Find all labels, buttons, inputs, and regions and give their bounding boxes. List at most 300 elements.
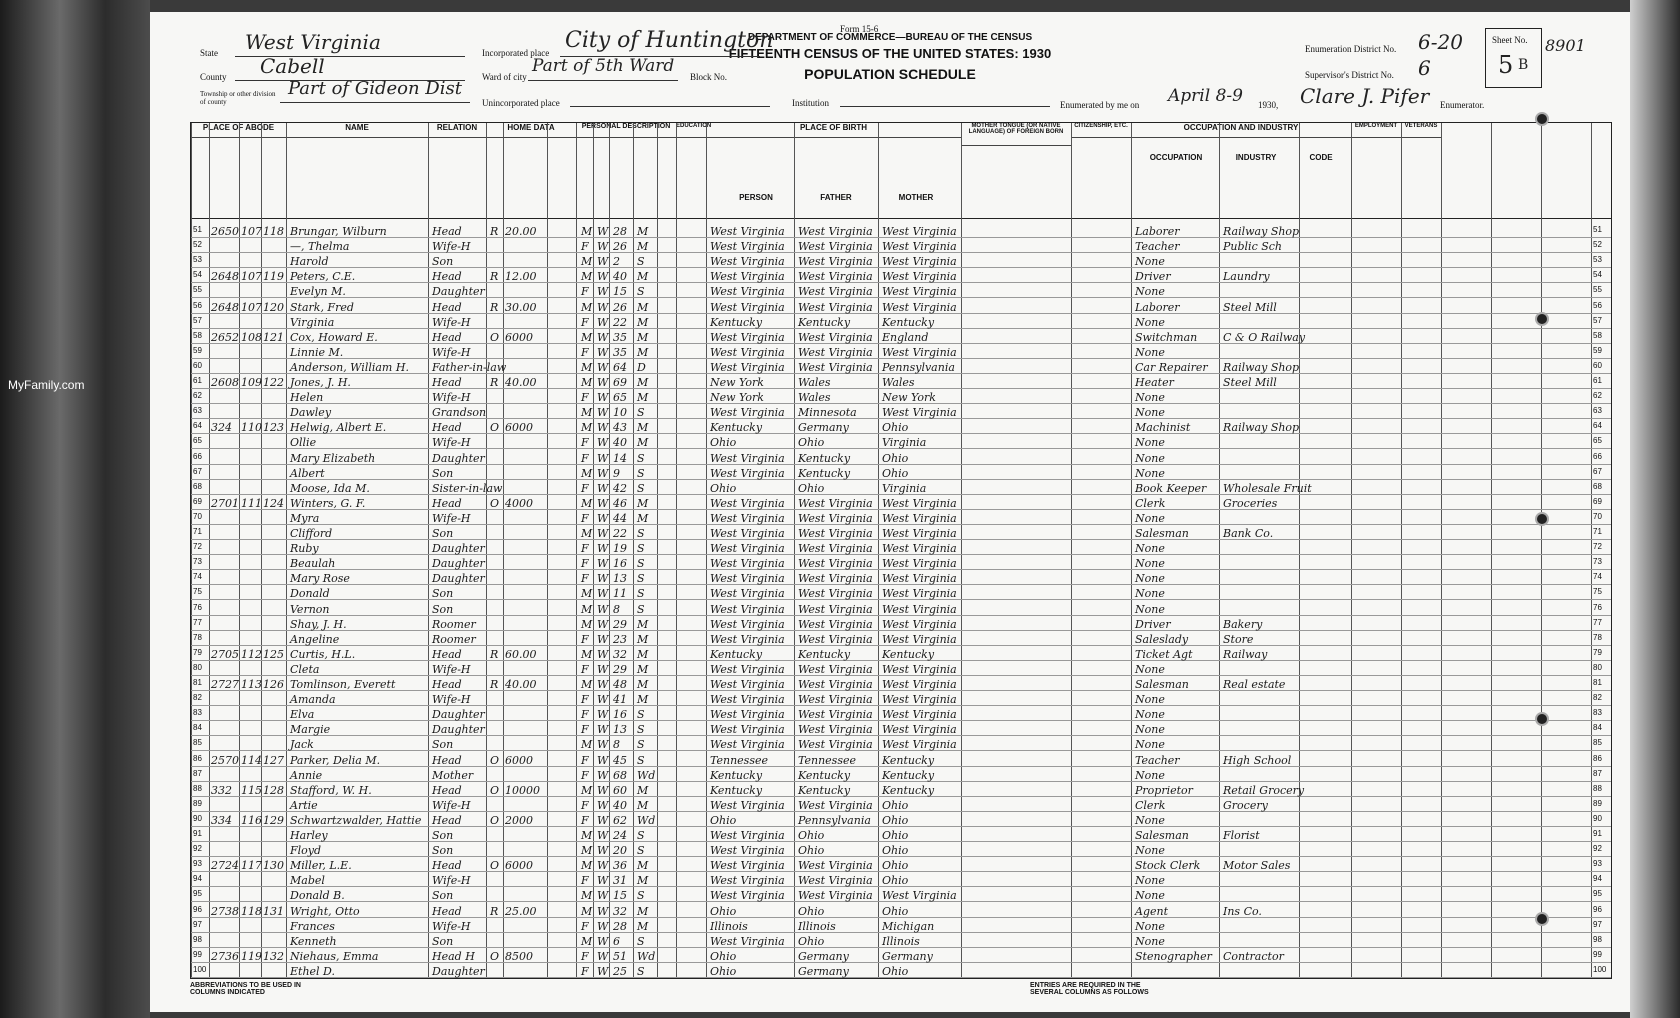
- race: W: [597, 511, 609, 525]
- sex: M: [581, 602, 593, 616]
- industry: [1223, 935, 1301, 949]
- race: W: [597, 421, 609, 435]
- marital: M: [637, 511, 649, 525]
- relation: Grandson: [432, 406, 487, 420]
- birthplace-father: West Virginia: [798, 678, 873, 691]
- person-name: Curtis, H.L.: [290, 647, 356, 661]
- occupation: None: [1135, 542, 1165, 556]
- rnum-r: 52: [1593, 240, 1602, 250]
- relation: Daughter: [432, 723, 485, 737]
- occupation: None: [1135, 738, 1165, 752]
- birthplace-father: Tennessee: [798, 753, 856, 767]
- home-value: [505, 361, 549, 375]
- schedule-title: POPULATION SCHEDULE: [804, 66, 976, 82]
- table-row: [191, 268, 1611, 283]
- dwelling: [241, 587, 263, 601]
- birthplace-mother: Kentucky: [882, 753, 935, 767]
- home-owned: [490, 255, 504, 269]
- supervisor-value: 6: [1418, 56, 1431, 80]
- rnum-l: 62: [193, 391, 202, 401]
- archive-stamp: 8901: [1545, 36, 1586, 55]
- rnum-l: 58: [193, 330, 202, 340]
- house-number: 2570: [211, 753, 239, 767]
- birthplace-mother: Kentucky: [882, 647, 935, 661]
- person-name: Harley: [290, 829, 328, 842]
- birthplace-father: West Virginia: [798, 693, 873, 707]
- birthplace-father: West Virginia: [798, 662, 873, 676]
- relation: Head: [432, 330, 462, 344]
- marital: S: [637, 406, 645, 420]
- institution-label: Institution: [792, 98, 830, 108]
- house-number: [211, 829, 239, 843]
- rnum-l: 90: [193, 813, 202, 823]
- sex: F: [581, 693, 589, 707]
- table-row: [191, 299, 1611, 314]
- birthplace-person: West Virginia: [710, 406, 785, 420]
- person-name: Mary Elizabeth: [290, 451, 376, 465]
- home-value: [505, 512, 549, 526]
- race: W: [597, 723, 609, 737]
- birthplace-mother: Ohio: [882, 904, 909, 918]
- occupation: None: [1135, 919, 1165, 933]
- dwelling: [241, 935, 263, 949]
- occupation: None: [1135, 844, 1165, 858]
- dwelling: [241, 693, 263, 707]
- house-number: [211, 467, 239, 481]
- birthplace-mother: West Virginia: [882, 889, 957, 903]
- table-row: [191, 601, 1611, 616]
- marital: M: [637, 859, 649, 873]
- sex: F: [581, 572, 589, 586]
- home-owned: [490, 587, 504, 601]
- age: 65: [613, 391, 627, 405]
- race: W: [597, 436, 609, 450]
- marital: M: [637, 345, 649, 359]
- relation: Head: [432, 813, 462, 827]
- dwelling: [241, 346, 263, 360]
- home-value: [505, 633, 549, 647]
- home-value: [505, 285, 549, 299]
- birthplace-mother: West Virginia: [882, 345, 957, 359]
- relation: Wife-H: [432, 240, 471, 254]
- table-row: [191, 736, 1611, 751]
- home-owned: R: [490, 647, 499, 661]
- age: 24: [613, 829, 627, 842]
- rnum-l: 98: [193, 934, 202, 944]
- enumerated-label: Enumerated by me on: [1060, 100, 1140, 110]
- occupation: None: [1135, 406, 1165, 420]
- rnum-l: 96: [193, 904, 202, 914]
- house-number: 2648: [211, 300, 239, 314]
- rnum-r: 77: [1593, 617, 1602, 627]
- race: W: [597, 934, 609, 948]
- dwelling: [241, 603, 263, 617]
- table-row: [191, 948, 1611, 963]
- sex: F: [581, 451, 589, 465]
- race: W: [597, 376, 609, 389]
- age: 62: [613, 813, 627, 827]
- age: 15: [613, 285, 627, 299]
- home-owned: O: [490, 496, 500, 510]
- house-number: [211, 874, 239, 888]
- birthplace-person: Kentucky: [710, 647, 763, 661]
- home-owned: R: [490, 300, 499, 314]
- sheet-value: 5: [1498, 51, 1514, 79]
- dwelling: [241, 316, 263, 330]
- rnum-r: 85: [1593, 738, 1602, 748]
- age: 26: [613, 240, 627, 254]
- occupation: Stock Clerk: [1135, 859, 1201, 873]
- rnum-l: 95: [193, 889, 202, 899]
- birthplace-father: Kentucky: [798, 451, 851, 465]
- group-citizenship: CITIZENSHIP, ETC.: [1071, 123, 1131, 138]
- relation: Son: [432, 466, 454, 480]
- age: 10: [613, 406, 627, 420]
- person-name: Margie: [290, 723, 331, 737]
- birthplace-person: West Virginia: [710, 285, 785, 299]
- occupation: Agent: [1135, 904, 1168, 918]
- table-row: [191, 963, 1611, 978]
- age: 69: [613, 376, 627, 389]
- person-name: Myra: [290, 511, 320, 525]
- sex: F: [581, 874, 589, 888]
- table-row: [191, 238, 1611, 253]
- rnum-r: 79: [1593, 647, 1602, 657]
- occupation: Teacher: [1135, 753, 1180, 767]
- rnum-r: 89: [1593, 798, 1602, 808]
- rnum-r: 61: [1593, 376, 1602, 385]
- sex: F: [581, 481, 589, 495]
- relation: Head: [432, 421, 462, 435]
- sex: M: [581, 527, 593, 540]
- sex: M: [581, 300, 593, 314]
- race: W: [597, 527, 609, 540]
- birthplace-person: West Virginia: [710, 587, 785, 601]
- occupation: Saleslady: [1135, 632, 1189, 646]
- family: [263, 436, 288, 450]
- person-name: Stark, Fred: [290, 300, 354, 314]
- marital: S: [637, 527, 645, 540]
- sex: F: [581, 708, 589, 722]
- family: 119: [263, 270, 284, 284]
- house-number: 2705: [211, 647, 239, 661]
- house-number: [211, 557, 239, 571]
- relation: Head: [432, 904, 462, 918]
- home-owned: O: [490, 783, 500, 797]
- family: 127: [263, 753, 284, 767]
- group-home-data: HOME DATA: [486, 123, 576, 138]
- family: 126: [263, 678, 284, 691]
- relation: Roomer: [432, 617, 476, 631]
- rnum-l: 54: [193, 270, 202, 280]
- home-owned: [490, 361, 504, 375]
- dwelling: [241, 708, 263, 722]
- column-header-band: [191, 123, 1611, 219]
- race: W: [597, 345, 609, 359]
- age: 25: [613, 964, 627, 978]
- house-number: 2608: [211, 376, 239, 389]
- birthplace-mother: West Virginia: [882, 557, 957, 571]
- industry: [1223, 603, 1301, 617]
- relation: Head: [432, 496, 462, 510]
- house-number: [211, 361, 239, 375]
- relation: Wife-H: [432, 693, 471, 707]
- home-value: [505, 829, 549, 843]
- home-value: [505, 965, 549, 979]
- home-value: 4000: [505, 496, 533, 510]
- race: W: [597, 798, 609, 812]
- birthplace-person: West Virginia: [710, 662, 785, 676]
- industry: [1223, 512, 1301, 526]
- birthplace-father: Ohio: [798, 934, 825, 948]
- marital: S: [637, 285, 645, 299]
- rnum-l: 52: [193, 240, 202, 250]
- industry: Railway Shop: [1223, 225, 1300, 238]
- sex: M: [581, 934, 593, 948]
- table-row: [191, 918, 1611, 933]
- birthplace-mother: Kentucky: [882, 768, 935, 782]
- birthplace-person: West Virginia: [710, 708, 785, 722]
- birthplace-father: Kentucky: [798, 466, 851, 480]
- race: W: [597, 904, 609, 918]
- birthplace-person: West Virginia: [710, 345, 785, 359]
- industry: [1223, 874, 1301, 888]
- family: [263, 723, 288, 737]
- home-owned: [490, 723, 504, 737]
- group-relation: RELATION: [428, 123, 486, 138]
- industry: Store: [1223, 632, 1254, 646]
- birthplace-person: West Virginia: [710, 602, 785, 616]
- table-row: [191, 434, 1611, 449]
- birthplace-mother: West Virginia: [882, 285, 957, 299]
- family: 121: [263, 330, 284, 344]
- table-row: [191, 827, 1611, 842]
- home-owned: [490, 693, 504, 707]
- house-number: [211, 285, 239, 299]
- table-row: [191, 404, 1611, 419]
- family: [263, 693, 288, 707]
- home-owned: [490, 452, 504, 466]
- family: 129: [263, 813, 284, 827]
- age: 14: [613, 451, 627, 465]
- person-name: Mary Rose: [290, 572, 350, 586]
- home-value: [505, 799, 549, 813]
- house-number: [211, 527, 239, 541]
- occupation: None: [1135, 285, 1165, 299]
- home-owned: [490, 285, 504, 299]
- family: [263, 557, 288, 571]
- home-owned: R: [490, 225, 499, 238]
- house-number: [211, 603, 239, 617]
- industry: Grocery: [1223, 798, 1268, 812]
- sex: M: [581, 738, 593, 752]
- birthplace-person: West Virginia: [710, 859, 785, 873]
- occupation: None: [1135, 813, 1165, 827]
- home-value: [505, 723, 549, 737]
- home-owned: [490, 467, 504, 481]
- rnum-l: 75: [193, 587, 202, 597]
- birthplace-father: Kentucky: [798, 768, 851, 782]
- house-number: [211, 436, 239, 450]
- person-name: Ethel D.: [290, 964, 335, 978]
- relation: Daughter: [432, 557, 485, 571]
- dwelling: [241, 361, 263, 375]
- sheet-number-box: [1485, 28, 1542, 88]
- person-name: Wright, Otto: [290, 904, 360, 918]
- table-row: [191, 540, 1611, 555]
- family: [263, 708, 288, 722]
- person-name: Jones, J. H.: [290, 376, 351, 389]
- person-name: —, Thelma: [290, 240, 350, 254]
- birthplace-mother: Kentucky: [882, 783, 935, 797]
- dwelling: [241, 240, 263, 254]
- relation: Wife-H: [432, 391, 471, 405]
- person-name: Virginia: [290, 315, 335, 329]
- rnum-l: 81: [193, 678, 202, 687]
- relation: Mother: [432, 768, 474, 782]
- table-row: [191, 585, 1611, 600]
- birthplace-person: West Virginia: [710, 829, 785, 842]
- rnum-r: 51: [1593, 225, 1602, 234]
- house-number: 2727: [211, 678, 239, 691]
- home-value: 8500: [505, 949, 533, 963]
- home-owned: [490, 346, 504, 360]
- birthplace-mother: Kentucky: [882, 315, 935, 329]
- dwelling: 118: [241, 904, 262, 918]
- industry: [1223, 391, 1301, 405]
- house-number: [211, 844, 239, 858]
- table-row: [191, 752, 1611, 767]
- relation: Head: [432, 300, 462, 314]
- rnum-l: 100: [193, 964, 207, 974]
- birthplace-mother: West Virginia: [882, 511, 957, 525]
- rnum-l: 78: [193, 632, 202, 642]
- ward-value: Part of 5th Ward: [532, 56, 675, 76]
- relation: Head: [432, 376, 462, 389]
- house-number: [211, 935, 239, 949]
- birthplace-person: Ohio: [710, 813, 737, 827]
- birthplace-father: Wales: [798, 376, 831, 389]
- dwelling: 114: [241, 753, 262, 767]
- marital: M: [637, 647, 649, 661]
- marital: M: [637, 617, 649, 631]
- birthplace-mother: Illinois: [882, 934, 920, 948]
- rnum-r: 62: [1593, 391, 1602, 401]
- birthplace-person: Ohio: [710, 481, 737, 495]
- rnum-r: 98: [1593, 934, 1602, 944]
- birthplace-father: West Virginia: [798, 300, 873, 314]
- industry: [1223, 255, 1301, 269]
- rnum-l: 71: [193, 527, 202, 536]
- age: 6: [613, 934, 620, 948]
- birthplace-father: West Virginia: [798, 632, 873, 646]
- birthplace-person: West Virginia: [710, 572, 785, 586]
- occupation: None: [1135, 874, 1165, 888]
- rnum-l: 70: [193, 511, 202, 521]
- family: [263, 316, 288, 330]
- birthplace-father: West Virginia: [798, 330, 873, 344]
- sex: F: [581, 813, 589, 827]
- home-owned: [490, 844, 504, 858]
- race: W: [597, 496, 609, 510]
- dwelling: [241, 723, 263, 737]
- birthplace-father: West Virginia: [798, 270, 873, 284]
- rnum-r: 69: [1593, 496, 1602, 506]
- birthplace-person: Kentucky: [710, 421, 763, 435]
- age: 64: [613, 360, 627, 374]
- birthplace-mother: West Virginia: [882, 723, 957, 737]
- house-number: [211, 512, 239, 526]
- home-value: 6000: [505, 753, 533, 767]
- race: W: [597, 225, 609, 238]
- subhead-code: CODE: [1309, 153, 1333, 162]
- industry: [1223, 587, 1301, 601]
- race: W: [597, 602, 609, 616]
- family: [263, 829, 288, 843]
- marital: M: [637, 904, 649, 918]
- marital: S: [637, 723, 645, 737]
- occupation: Teacher: [1135, 240, 1180, 254]
- abbreviations-title: ABBREVIATIONS TO BE USED IN COLUMNS INDICATED: [190, 982, 301, 996]
- home-value: 6000: [505, 859, 533, 873]
- home-value: 30.00: [505, 300, 537, 314]
- sex: F: [581, 557, 589, 571]
- home-owned: [490, 935, 504, 949]
- house-number: [211, 240, 239, 254]
- industry: Motor Sales: [1223, 859, 1291, 873]
- occupation: Laborer: [1135, 225, 1180, 238]
- age: 13: [613, 572, 627, 586]
- relation: Daughter: [432, 285, 485, 299]
- relation: Daughter: [432, 708, 485, 722]
- sex: M: [581, 330, 593, 344]
- binder-hole: [1535, 712, 1549, 726]
- occupation: Clerk: [1135, 798, 1166, 812]
- house-number: [211, 769, 239, 783]
- census-title: FIFTEENTH CENSUS OF THE UNITED STATES: 1930: [728, 46, 1052, 61]
- age: 68: [613, 768, 627, 782]
- birthplace-father: West Virginia: [798, 617, 873, 631]
- sex: M: [581, 255, 593, 269]
- person-name: Tomlinson, Everett: [290, 678, 396, 691]
- table-row: [191, 721, 1611, 736]
- birthplace-person: West Virginia: [710, 889, 785, 903]
- person-name: Stafford, W. H.: [290, 783, 372, 797]
- race: W: [597, 813, 609, 827]
- age: 40: [613, 270, 627, 284]
- relation: Wife-H: [432, 798, 471, 812]
- house-number: 2736: [211, 949, 239, 963]
- birthplace-mother: Ohio: [882, 844, 909, 858]
- birthplace-mother: West Virginia: [882, 572, 957, 586]
- sex: M: [581, 647, 593, 661]
- marital: D: [637, 360, 646, 374]
- dwelling: 111: [241, 496, 262, 510]
- race: W: [597, 678, 609, 691]
- home-value: [505, 874, 549, 888]
- home-owned: [490, 708, 504, 722]
- home-owned: R: [490, 376, 499, 389]
- house-number: 2652: [211, 330, 239, 344]
- birthplace-father: Germany: [798, 949, 849, 963]
- birthplace-person: West Virginia: [710, 511, 785, 525]
- dwelling: 107: [241, 225, 262, 238]
- marital: M: [637, 874, 649, 888]
- rnum-l: 82: [193, 693, 202, 703]
- dwelling: 107: [241, 300, 262, 314]
- industry: [1223, 844, 1301, 858]
- group-employment: EMPLOYMENT: [1351, 123, 1401, 138]
